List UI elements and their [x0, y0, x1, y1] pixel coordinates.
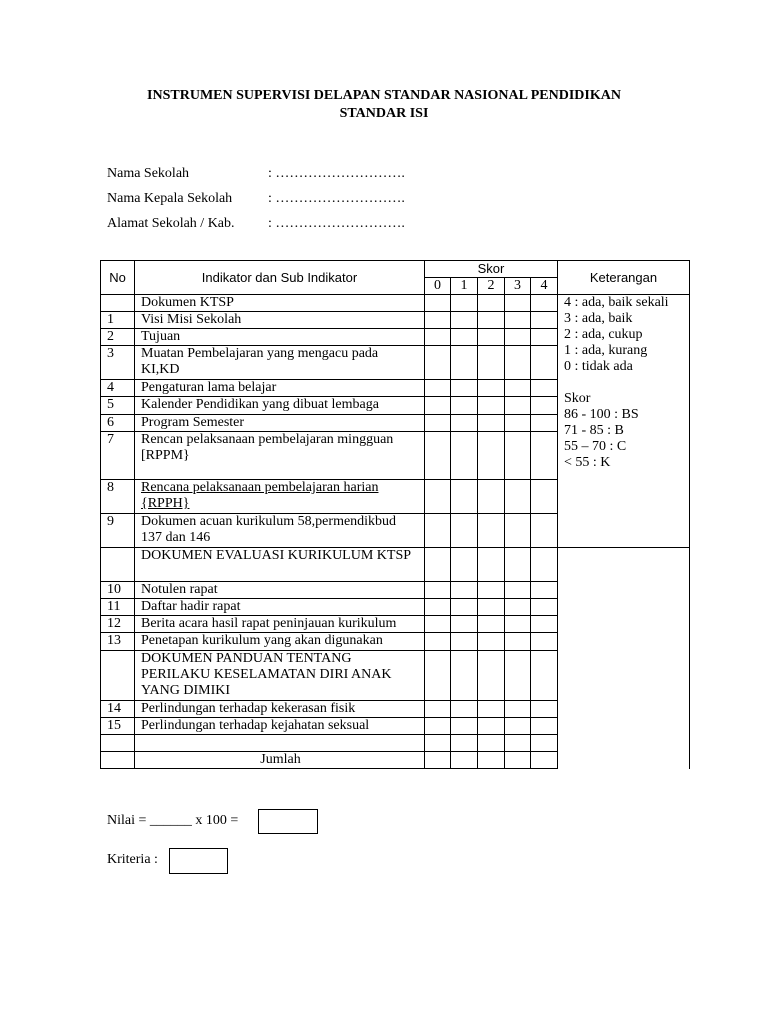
score-cell[interactable]	[531, 346, 558, 380]
score-cell[interactable]	[425, 651, 451, 701]
nilai-formula: Nilai = ______ x 100 =	[107, 813, 239, 828]
score-cell[interactable]	[425, 548, 451, 582]
score-cell[interactable]	[505, 616, 531, 633]
score-cell[interactable]	[531, 582, 558, 599]
score-cell[interactable]	[451, 480, 478, 514]
info-label: Nama Sekolah	[107, 166, 190, 181]
header-skor-3: 3	[505, 278, 531, 295]
score-cell[interactable]	[531, 397, 558, 415]
score-cell[interactable]	[531, 480, 558, 514]
row-no: 7	[101, 432, 135, 480]
score-cell[interactable]	[531, 701, 558, 718]
score-cell[interactable]	[451, 582, 478, 599]
row-no: 5	[101, 397, 135, 415]
score-total-cell[interactable]	[451, 752, 478, 769]
score-cell[interactable]	[425, 312, 451, 329]
score-cell[interactable]	[478, 718, 505, 735]
score-cell[interactable]	[425, 432, 451, 480]
row-no: 1	[101, 312, 135, 329]
info-label: Nama Kepala Sekolah	[107, 191, 233, 206]
row-indicator: Notulen rapat	[135, 582, 425, 599]
score-cell[interactable]	[505, 735, 531, 752]
score-cell[interactable]	[425, 380, 451, 397]
score-cell[interactable]	[451, 735, 478, 752]
score-cell[interactable]	[478, 616, 505, 633]
document-title: INSTRUMEN SUPERVISI DELAPAN STANDAR NASIONAL PENDIDIKAN	[147, 88, 621, 103]
score-cell[interactable]	[478, 514, 505, 548]
score-cell[interactable]	[478, 548, 505, 582]
row-no	[101, 295, 135, 312]
score-cell[interactable]	[451, 295, 478, 312]
score-cell[interactable]	[531, 718, 558, 735]
score-cell[interactable]	[531, 295, 558, 312]
score-cell[interactable]	[505, 480, 531, 514]
row-indicator: Berita acara hasil rapat peninjauan kurikulum	[135, 616, 425, 633]
score-cell[interactable]	[478, 432, 505, 480]
table-row	[101, 548, 690, 582]
score-cell[interactable]	[478, 633, 505, 651]
score-cell[interactable]	[531, 415, 558, 432]
score-cell[interactable]	[425, 599, 451, 616]
row-indicator: Daftar hadir rapat	[135, 599, 425, 616]
table-row	[101, 616, 690, 633]
score-total-cell[interactable]	[531, 752, 558, 769]
jumlah-row	[101, 752, 690, 769]
score-cell[interactable]	[478, 480, 505, 514]
table-row	[101, 701, 690, 718]
row-no: 6	[101, 415, 135, 432]
score-cell[interactable]	[505, 582, 531, 599]
score-cell[interactable]	[451, 415, 478, 432]
table-row	[101, 599, 690, 616]
score-cell[interactable]	[451, 312, 478, 329]
header-skor: Skor	[425, 261, 558, 278]
kriteria-result-box[interactable]	[169, 848, 228, 874]
row-section-heading: DOKUMEN PANDUAN TENTANG PERILAKU KESELAMATAN DIRI ANAK YANG DIMIKI	[135, 651, 425, 701]
row-no	[101, 548, 135, 582]
score-cell[interactable]	[478, 295, 505, 312]
row-indicator: Perlindungan terhadap kejahatan seksual	[135, 718, 425, 735]
info-value: : ……………………….	[268, 166, 405, 181]
score-cell[interactable]	[478, 329, 505, 346]
score-total-cell[interactable]	[478, 752, 505, 769]
row-indicator	[135, 735, 425, 752]
row-indicator: Program Semester	[135, 415, 425, 432]
score-cell[interactable]	[451, 651, 478, 701]
nilai-result-box[interactable]	[258, 809, 318, 834]
score-cell[interactable]	[505, 514, 531, 548]
kriteria-label: Kriteria :	[107, 852, 158, 867]
row-no: 10	[101, 582, 135, 599]
score-cell[interactable]	[505, 718, 531, 735]
score-cell[interactable]	[425, 735, 451, 752]
row-no	[101, 651, 135, 701]
score-cell[interactable]	[451, 397, 478, 415]
score-cell[interactable]	[451, 599, 478, 616]
score-cell[interactable]	[531, 548, 558, 582]
score-cell[interactable]	[425, 480, 451, 514]
score-cell[interactable]	[531, 329, 558, 346]
score-cell[interactable]	[531, 616, 558, 633]
score-cell[interactable]	[478, 701, 505, 718]
info-label: Alamat Sekolah / Kab.	[107, 216, 235, 231]
score-cell[interactable]	[451, 701, 478, 718]
score-cell[interactable]	[478, 735, 505, 752]
row-no: 2	[101, 329, 135, 346]
score-cell[interactable]	[451, 432, 478, 480]
table-row	[101, 633, 690, 651]
score-total-cell[interactable]	[425, 752, 451, 769]
row-no: 9	[101, 514, 135, 548]
score-cell[interactable]	[505, 295, 531, 312]
score-cell[interactable]	[478, 397, 505, 415]
score-cell[interactable]	[451, 514, 478, 548]
score-cell[interactable]	[451, 329, 478, 346]
score-cell[interactable]	[425, 295, 451, 312]
row-indicator: Perlindungan terhadap kekerasan fisik	[135, 701, 425, 718]
score-cell[interactable]	[425, 329, 451, 346]
score-cell[interactable]	[451, 718, 478, 735]
score-cell[interactable]	[531, 633, 558, 651]
score-cell[interactable]	[505, 397, 531, 415]
table-row	[101, 651, 690, 701]
table-row	[101, 735, 690, 752]
score-cell[interactable]	[505, 346, 531, 380]
row-indicator: Rencan pelaksanaan pembelajaran mingguan [RPPM}	[135, 432, 425, 480]
score-total-cell[interactable]	[505, 752, 531, 769]
row-section-heading: DOKUMEN EVALUASI KURIKULUM KTSP	[135, 548, 425, 582]
row-indicator: Dokumen KTSP	[135, 295, 425, 312]
score-cell[interactable]	[425, 616, 451, 633]
header-skor-0: 0	[425, 278, 451, 295]
row-no: 3	[101, 346, 135, 380]
row-indicator: Tujuan	[135, 329, 425, 346]
score-cell[interactable]	[531, 432, 558, 480]
row-no: 12	[101, 616, 135, 633]
score-cell[interactable]	[505, 548, 531, 582]
score-cell[interactable]	[531, 380, 558, 397]
score-cell[interactable]	[531, 735, 558, 752]
score-cell[interactable]	[425, 701, 451, 718]
score-cell[interactable]	[425, 633, 451, 651]
row-no	[101, 735, 135, 752]
score-cell[interactable]	[478, 651, 505, 701]
row-no	[101, 752, 135, 769]
score-cell[interactable]	[478, 380, 505, 397]
score-cell[interactable]	[505, 599, 531, 616]
score-cell[interactable]	[451, 548, 478, 582]
score-cell[interactable]	[425, 415, 451, 432]
row-indicator: Rencana pelaksanaan pembelajaran harian {RPPH}	[135, 480, 425, 514]
row-indicator: Pengaturan lama belajar	[135, 380, 425, 397]
score-cell[interactable]	[478, 599, 505, 616]
row-indicator: Visi Misi Sekolah	[135, 312, 425, 329]
score-cell[interactable]	[451, 633, 478, 651]
row-indicator: Penetapan kurikulum yang akan digunakan	[135, 633, 425, 651]
row-no: 11	[101, 599, 135, 616]
score-cell[interactable]	[425, 514, 451, 548]
row-indicator: Dokumen acuan kurikulum 58,permendikbud 137 dan 146	[135, 514, 425, 548]
header-no: No	[101, 261, 135, 295]
header-keterangan: Keterangan	[558, 261, 690, 295]
score-cell[interactable]	[451, 616, 478, 633]
score-cell[interactable]	[478, 312, 505, 329]
score-cell[interactable]	[425, 718, 451, 735]
info-value: : ……………………….	[268, 216, 405, 231]
score-cell[interactable]	[425, 346, 451, 380]
score-cell[interactable]	[425, 397, 451, 415]
supervision-table	[100, 260, 690, 769]
score-cell[interactable]	[505, 415, 531, 432]
row-no: 13	[101, 633, 135, 651]
score-cell[interactable]	[425, 582, 451, 599]
document-subtitle: STANDAR ISI	[339, 106, 429, 121]
header-skor-4: 4	[531, 278, 558, 295]
score-cell[interactable]	[505, 380, 531, 397]
row-no: 4	[101, 380, 135, 397]
keterangan-legend: 4 : ada, baik sekali 3 : ada, baik 2 : ada, cukup 1 : ada, kurang 0 : tidak ada Skor 86 - 100 : BS 71 - 85 : B 55 – 70 : C < 55 : K	[558, 295, 690, 548]
score-cell[interactable]	[451, 380, 478, 397]
score-cell[interactable]	[531, 651, 558, 701]
header-skor-2: 2	[478, 278, 505, 295]
header-indikator: Indikator dan Sub Indikator	[135, 261, 425, 295]
score-cell[interactable]	[505, 432, 531, 480]
info-value: : ……………………….	[268, 191, 405, 206]
table-row	[101, 582, 690, 599]
score-cell[interactable]	[478, 415, 505, 432]
score-cell[interactable]	[505, 312, 531, 329]
row-indicator: Kalender Pendidikan yang dibuat lembaga	[135, 397, 425, 415]
score-cell[interactable]	[531, 599, 558, 616]
row-indicator: Muatan Pembelajaran yang mengacu pada KI,KD	[135, 346, 425, 380]
score-cell[interactable]	[505, 633, 531, 651]
score-cell[interactable]	[531, 312, 558, 329]
jumlah-label: Jumlah	[135, 752, 425, 769]
score-cell[interactable]	[451, 346, 478, 380]
score-cell[interactable]	[478, 582, 505, 599]
header-skor-1: 1	[451, 278, 478, 295]
score-cell[interactable]	[505, 329, 531, 346]
score-cell[interactable]	[505, 651, 531, 701]
score-cell[interactable]	[531, 514, 558, 548]
table-row	[101, 295, 690, 312]
row-no: 15	[101, 718, 135, 735]
row-no: 14	[101, 701, 135, 718]
score-cell[interactable]	[478, 346, 505, 380]
score-cell[interactable]	[505, 701, 531, 718]
row-no: 8	[101, 480, 135, 514]
table-row	[101, 718, 690, 735]
